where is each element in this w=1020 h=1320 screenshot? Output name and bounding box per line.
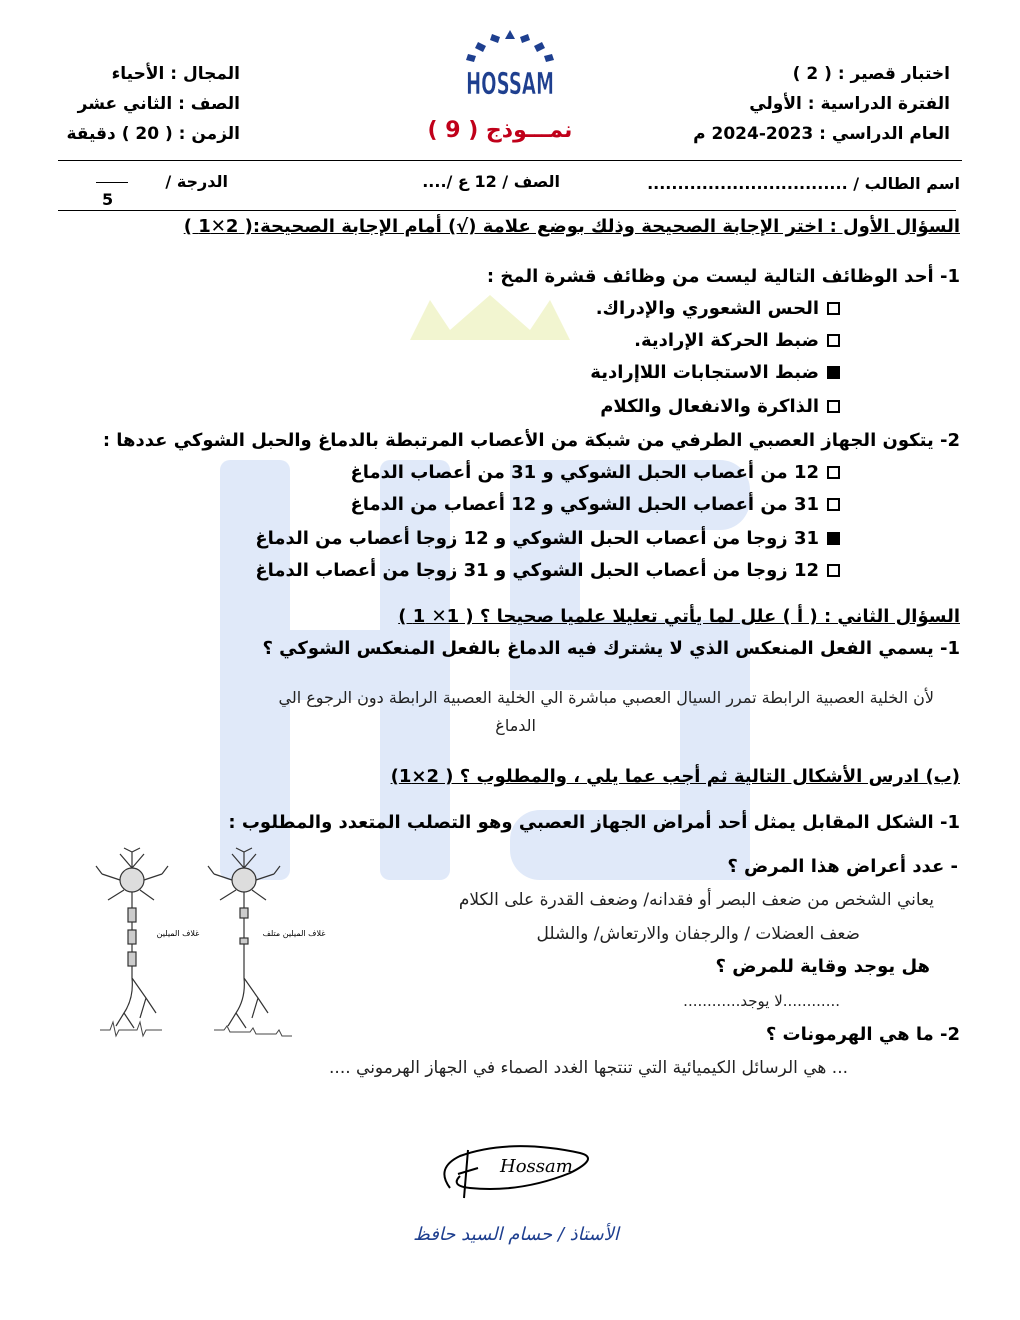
divider bbox=[58, 210, 956, 211]
q2a-answer-cont: الدماغ bbox=[495, 716, 536, 735]
logo-text: HOSSAM bbox=[466, 67, 554, 102]
class-field: الصف / 12 ع /.... bbox=[422, 172, 560, 191]
neuron-figure bbox=[94, 848, 344, 1038]
healthy-neuron bbox=[96, 848, 168, 1028]
label-healthy: غلاف الميلين bbox=[156, 929, 200, 938]
q2b-stem: 1- الشكل المقابل يمثل أحد أمراض الجهاز العصبي وهو التصلب المتعدد والمطلوب : bbox=[228, 812, 960, 833]
q2-2-stem: 2- ما هي الهرمونات ؟ bbox=[765, 1024, 960, 1045]
student-name-field: اسم الطالب / ................................. bbox=[647, 174, 960, 193]
q1-item1-stem: 1- أحد الوظائف التالية ليست من وظائف قشرة المخ : bbox=[486, 266, 960, 287]
q1-item2-option[interactable]: 31 من أعصاب الحبل الشوكي و 12 أعصاب من الدماغ bbox=[350, 494, 840, 515]
q2b-sub1-answer-cont: ضعف العضلات / والرجفان والارتعاش/ والشلل bbox=[536, 924, 860, 944]
q1-item1-option[interactable]: ضبط الحركة الإرادية. bbox=[634, 330, 840, 351]
grade-fraction-line bbox=[96, 182, 128, 183]
school-year: العام الدراسي : 2023-2024 م bbox=[693, 124, 950, 144]
model-number: نمـــوذج ( 9 ) bbox=[427, 118, 573, 143]
teacher-name: الأستاذ / حسام السيد حافظ bbox=[413, 1224, 619, 1245]
q2b-sub1: - عدد أعراض هذا المرض ؟ bbox=[727, 856, 958, 877]
subject: المجال : الأحياء bbox=[111, 64, 240, 84]
q2a-stem: 1- يسمي الفعل المنعكس الذي لا يشترك فيه الدماغ بالفعل المنعكس الشوكي ؟ bbox=[262, 638, 960, 659]
signature bbox=[430, 1128, 600, 1208]
grade-total: 5 bbox=[102, 190, 114, 209]
checkbox[interactable] bbox=[827, 564, 840, 577]
q2-title: السؤال الثاني : ( أ ) علل لما يأتي تعليلا علميا صحيحا ؟ ( 1✕ 1 ) bbox=[398, 606, 960, 627]
q2b-sub1-answer: يعاني الشخص من ضعف البصر أو فقدانه/ وضعف القدرة على الكلام bbox=[458, 890, 934, 910]
q1-item2-option[interactable]: 31 زوجا من أعصاب الحبل الشوكي و 12 زوجا أعصاب من الدماغ bbox=[255, 528, 840, 549]
q2b-sub2: هل يوجد وقاية للمرض ؟ bbox=[715, 956, 930, 977]
q1-item2-stem: 2- يتكون الجهاز العصبي الطرفي من شبكة من الأعصاب المرتبطة بالدماغ والحبل الشوكي عددها : bbox=[102, 430, 960, 451]
term: الفترة الدراسية : الأولي bbox=[749, 94, 950, 114]
checkbox[interactable] bbox=[827, 400, 840, 413]
checkbox[interactable] bbox=[827, 498, 840, 511]
q1-title: السؤال الأول : اختر الإجابة الصحيحة وذلك بوضع علامة (√) أمام الإجابة الصحيحة:( 2✕1 ) bbox=[183, 216, 960, 237]
signature-text: Hossam bbox=[500, 1156, 573, 1177]
grade-level: الصف : الثاني عشر bbox=[77, 94, 240, 114]
checkbox[interactable] bbox=[827, 466, 840, 479]
q2b-sub2-answer: ............لا يوجد............ bbox=[683, 992, 840, 1010]
q1-item1-option[interactable]: ضبط الاستجابات اللاإرادية bbox=[590, 362, 840, 383]
q1-item2-option[interactable]: 12 من أعصاب الحبل الشوكي و 31 من أعصاب الدماغ bbox=[350, 462, 840, 483]
divider bbox=[58, 160, 962, 161]
signal-trace-damaged bbox=[214, 1026, 292, 1036]
q1-item2-option[interactable]: 12 زوجا من أعصاب الحبل الشوكي و 31 زوجا من أعصاب الدماغ bbox=[255, 560, 840, 581]
hossam-logo bbox=[462, 28, 558, 100]
quiz-number: اختبار قصير : ( 2 ) bbox=[792, 64, 950, 84]
q2a-answer: لأن الخلية العصبية الرابطة تمرر السيال العصبي مباشرة الي الخلية العصبية الرابطة دون الرجوع الي bbox=[278, 688, 934, 707]
checkbox[interactable] bbox=[827, 334, 840, 347]
q2b-title: (ب) ادرس الأشكال التالية ثم أجب عما يلي ، والمطلوب ؟ ( 2×1) bbox=[390, 766, 960, 787]
q2-2-answer: ... هي الرسائل الكيميائية التي تنتجها الغدد الصماء في الجهاز الهرموني .... bbox=[329, 1058, 848, 1078]
grade-field: الدرجة / bbox=[165, 172, 228, 191]
q1-item1-option[interactable]: الذاكرة والانفعال والكلام bbox=[600, 396, 840, 417]
checkbox-checked[interactable] bbox=[827, 366, 840, 379]
q1-item1-option[interactable]: الحس الشعوري والإدراك. bbox=[596, 298, 840, 319]
checkbox[interactable] bbox=[827, 302, 840, 315]
duration: الزمن : ( 20 ) دقيقة bbox=[66, 124, 240, 144]
damaged-neuron bbox=[208, 848, 280, 1028]
label-damaged: غلاف الميلين متلف bbox=[262, 929, 326, 938]
checkbox-checked[interactable] bbox=[827, 532, 840, 545]
